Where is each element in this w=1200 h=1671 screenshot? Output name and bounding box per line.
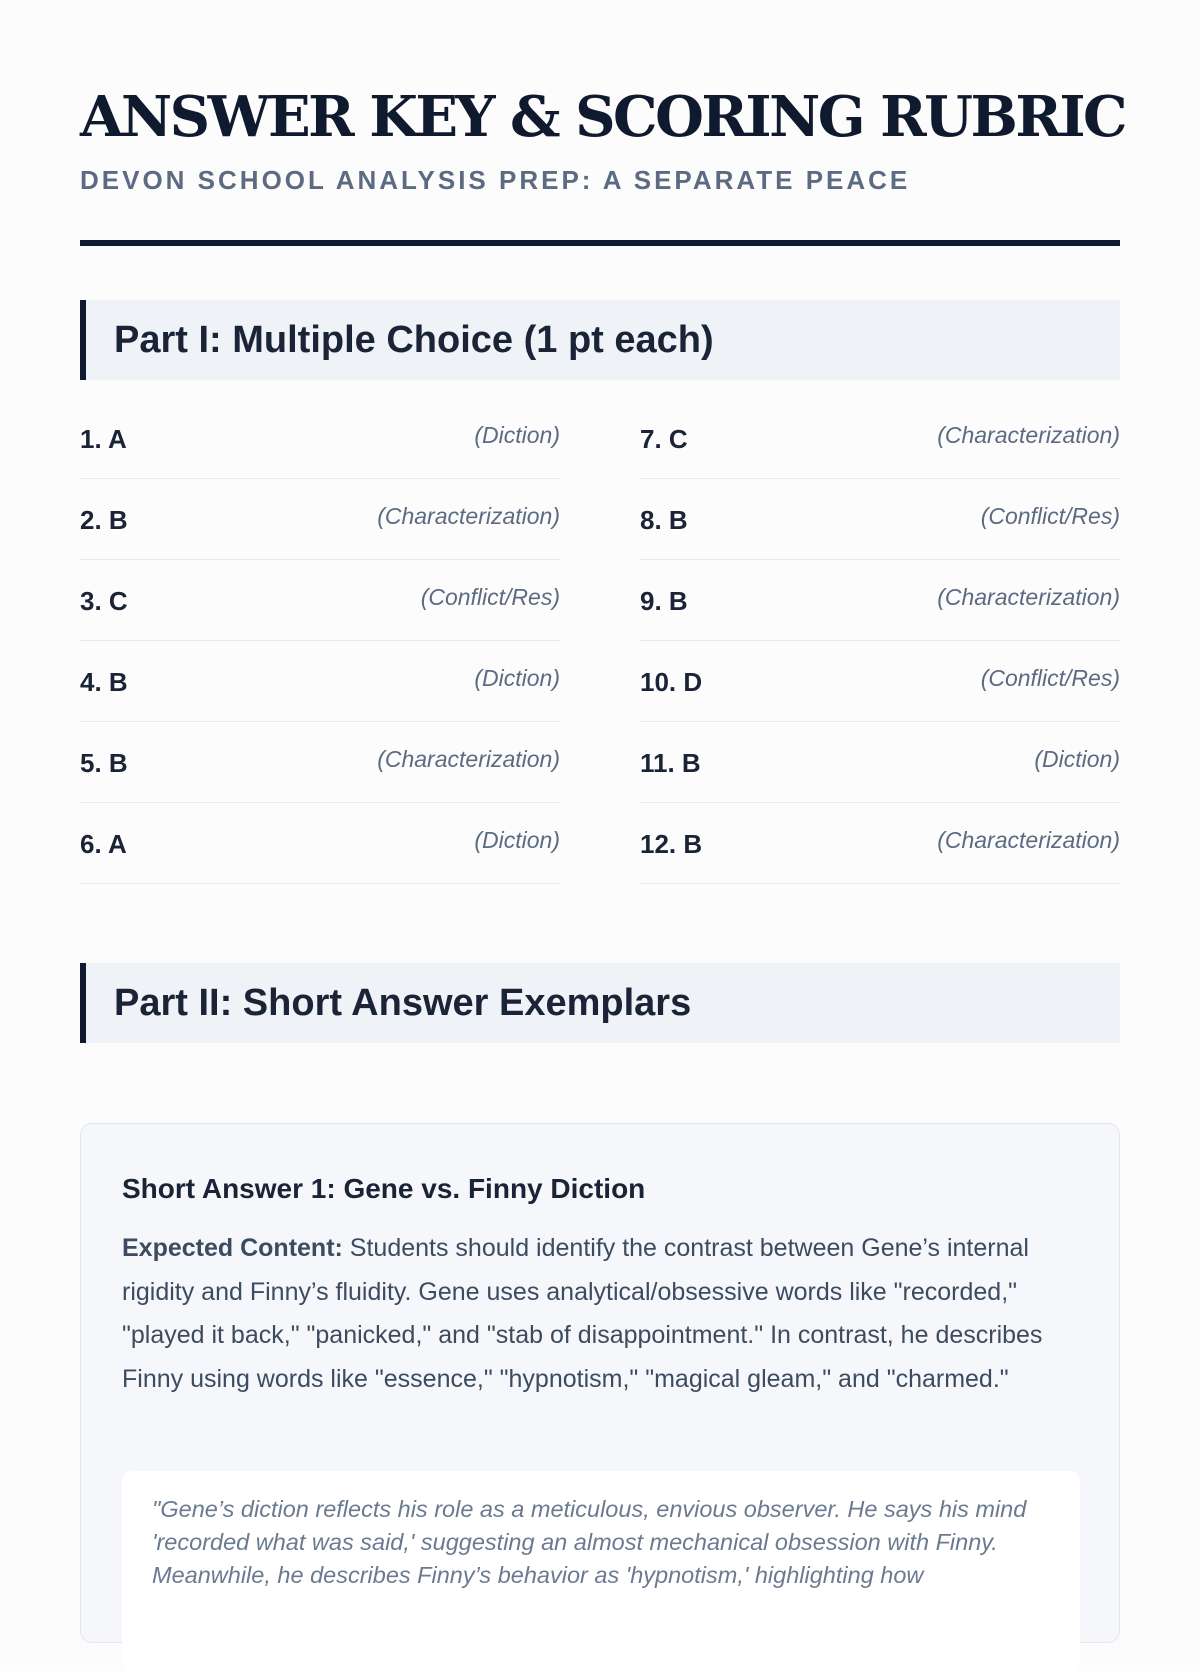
- page-subtitle: DEVON SCHOOL ANALYSIS PREP: A SEPARATE PEACE: [80, 165, 911, 195]
- short-answer-card: [80, 1123, 1120, 1643]
- mc-skill-tag: (Conflict/Res): [980, 665, 1120, 691]
- mc-skill-tag: (Characterization): [937, 827, 1120, 853]
- mc-answer: 10. D: [640, 667, 703, 697]
- mc-skill-tag: (Diction): [1034, 746, 1120, 772]
- mc-answer-row: [80, 479, 560, 560]
- mc-skill-tag: (Characterization): [937, 422, 1120, 448]
- mc-skill-tag: (Characterization): [377, 503, 560, 529]
- expected-content: [122, 1227, 1082, 1401]
- mc-answer-row: [640, 803, 1120, 884]
- mc-answer-row: [80, 398, 560, 479]
- mc-answer-row: [80, 803, 560, 884]
- mc-skill-tag: (Conflict/Res): [420, 584, 560, 610]
- mc-answer: 9. B: [640, 586, 688, 616]
- expected-content-label: Expected Content:: [122, 1234, 343, 1262]
- exemplar-response: "Gene’s diction reflects his role as a meticulous, envious observer. He says his mind 'recorded what was said,' suggesting an almost mechanical obsession with Finny. Meanwhile, he describes Finny’s behavior as 'hypnotism,' highlighting how: [122, 1471, 1080, 1671]
- mc-answer-row: [640, 722, 1120, 803]
- mc-answer: 11. B: [640, 748, 701, 778]
- page-title: ANSWER KEY & SCORING RUBRIC: [80, 84, 1126, 150]
- mc-answer-row: [640, 479, 1120, 560]
- mc-answer-row: [80, 641, 560, 722]
- expected-content-text: Students should identify the contrast between Gene’s internal rigidity and Finny’s fluidity. Gene uses analytical/obsessive words like "recorded," "played it back," "panicked," and "stab of disappointment." In contrast, he describes Finny using words like "essence," "hypnotism," "magical gleam," and "charmed.": [122, 1234, 1043, 1393]
- short-answer-title: Short Answer 1: Gene vs. Finny Diction: [122, 1173, 646, 1204]
- mc-answer-row: [640, 560, 1120, 641]
- mc-answer-row: [640, 398, 1120, 479]
- mc-skill-tag: (Diction): [474, 422, 560, 448]
- part2-section-header: [80, 963, 1120, 1043]
- mc-answer: 3. C: [80, 586, 128, 616]
- mc-answer: 7. C: [640, 424, 688, 454]
- mc-answer: 4. B: [80, 667, 128, 697]
- mc-answer-row: [640, 641, 1120, 722]
- title-divider: [80, 240, 1120, 246]
- mc-answer: 8. B: [640, 505, 688, 535]
- mc-answer-row: [80, 722, 560, 803]
- mc-skill-tag: (Conflict/Res): [980, 503, 1120, 529]
- part1-title: Part I: Multiple Choice (1 pt each): [114, 319, 714, 361]
- part2-title: Part II: Short Answer Exemplars: [114, 982, 692, 1024]
- mc-answer: 5. B: [80, 748, 128, 778]
- mc-answer: 1. A: [80, 424, 127, 454]
- mc-answer: 6. A: [80, 829, 127, 859]
- mc-answer: 2. B: [80, 505, 128, 535]
- mc-skill-tag: (Diction): [474, 827, 560, 853]
- mc-skill-tag: (Characterization): [377, 746, 560, 772]
- mc-answers-right-column: [640, 398, 1120, 884]
- part1-section-header: [80, 300, 1120, 380]
- mc-skill-tag: (Diction): [474, 665, 560, 691]
- mc-answers-left-column: [80, 398, 560, 884]
- mc-answer: 12. B: [640, 829, 703, 859]
- mc-answer-row: [80, 560, 560, 641]
- mc-skill-tag: (Characterization): [937, 584, 1120, 610]
